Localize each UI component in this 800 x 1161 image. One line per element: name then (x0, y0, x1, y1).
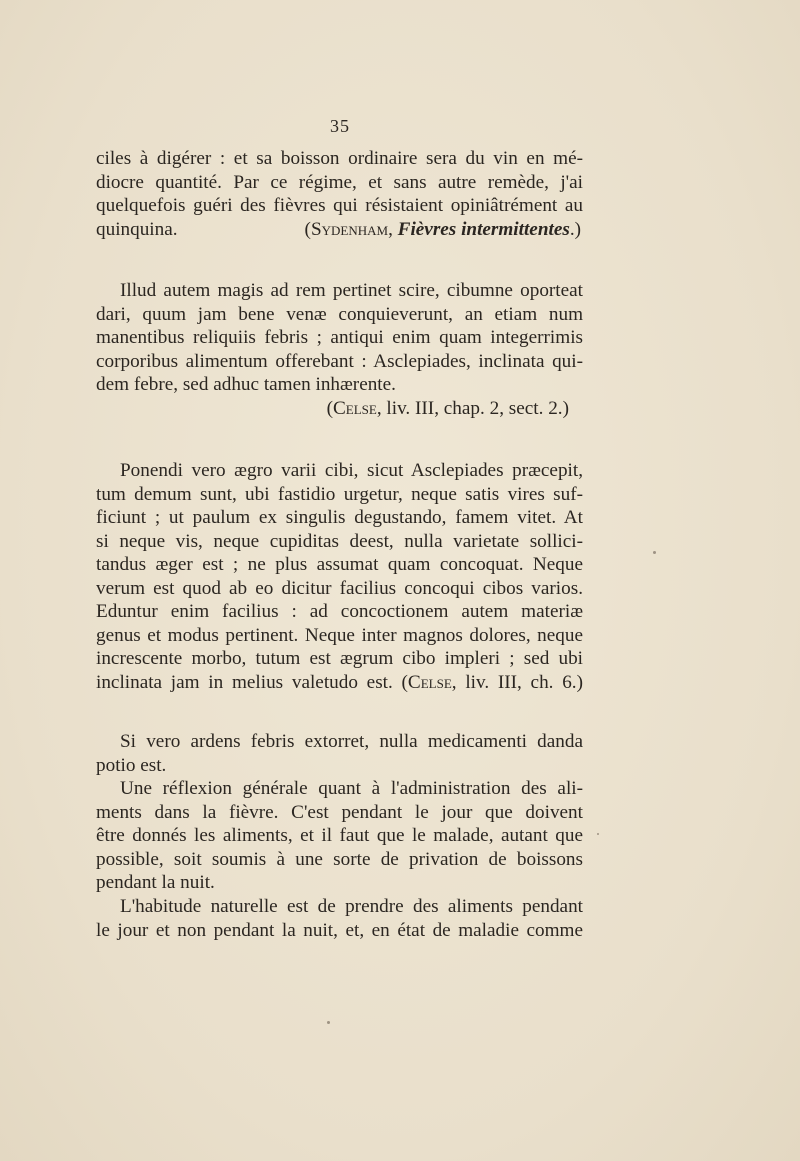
text-line: genus et modus pertinent. Neque inter magnos dolores, neque (96, 624, 583, 646)
paper-speck (597, 833, 599, 835)
text-line: quelquefois guéri des fièvres qui résistaient opiniâtrément au (96, 195, 583, 216)
citation-author: Celse (407, 671, 452, 693)
text-line: Si vero ardens febris extorret, nulla medicamenti danda (120, 731, 583, 752)
text-line: potio est. (96, 754, 167, 776)
text-line: Ponendi vero ægro varii cibi, sicut Asclepiades præcepit, (120, 460, 583, 481)
paper-speck (653, 551, 656, 554)
text-line: Illud autem magis ad rem pertinet scire, cibumne oporteat (120, 280, 583, 301)
text-fragment: quinquina. (96, 218, 178, 240)
paragraph-si-vero (96, 730, 583, 777)
text-line: manentibus reliquiis febris ; antiqui enim quam integerrimis (96, 327, 583, 348)
text-line: si neque vis, neque cupiditas deest, nulla varietate sollici- (96, 530, 583, 552)
text-line: possible, soit soumis à une sorte de privation de boissons (96, 848, 583, 870)
text-line: ficiunt ; ut paulum ex singulis degustando, famem vitet. At (96, 507, 583, 528)
text-line: verum est quod ab eo dicitur facilius concoqui cibos varios. (96, 577, 583, 599)
citation-author: Celse (332, 397, 377, 419)
text-line: Une réflexion générale quant à l'administration des ali- (120, 778, 583, 799)
paragraph-l-habitude (96, 895, 583, 942)
citation: (Sydenham, Fièvres intermittentes.) (304, 218, 581, 240)
paragraph-une-reflexion (96, 777, 583, 895)
text-line: dem febre, sed adhuc tamen inhærente. (96, 374, 396, 395)
text-line: Eduntur enim facilius : ad concoctionem autem materiæ (96, 601, 583, 622)
paragraph-illud-autem (96, 279, 583, 420)
citation-author: Sydenham (310, 218, 389, 240)
text-line: tum demum sunt, ubi fastidio urgetur, neque satis vires suf- (96, 483, 583, 505)
text-line: L'habitude naturelle est de prendre des aliments pendant (120, 896, 583, 917)
citation: (Celse, liv. III, chap. 2, sect. 2.) (326, 397, 569, 419)
text-line: increscente morbo, tutum est ægrum cibo impleri ; sed ubi (96, 648, 583, 669)
text-line: ments dans la fièvre. C'est pendant le jour que doivent (96, 801, 583, 823)
text-line-with-citation (96, 218, 583, 242)
text-line: diocre quantité. Par ce régime, et sans autre remède, j'ai (96, 171, 583, 193)
text-line: ciles à digérer : et sa boisson ordinaire sera du vin en mé- (96, 148, 583, 169)
page-number: 35 (330, 116, 350, 136)
text-line: pendant la nuit. (96, 872, 215, 893)
citation-work: Fièvres intermittentes (397, 218, 570, 240)
text-line: être donnés les aliments, et il faut que le malade, autant que (96, 825, 583, 846)
paragraph-ponendi-vero (96, 459, 583, 694)
text-line: le jour et non pendant la nuit, et, en état de maladie comme (96, 919, 583, 941)
text-line: tandus æger est ; ne plus assumat quam concoquat. Neque (96, 554, 583, 575)
paper-speck (327, 1021, 330, 1024)
text-line: dari, quum jam bene venæ conquieverunt, an etiam num (96, 303, 583, 325)
paragraph-sydenham-quote (96, 147, 583, 241)
text-line: corporibus alimentum offerebant : Asclepiades, inclinata qui- (96, 350, 583, 372)
text-line-with-citation: inclinata jam in melius valetudo est. (Celse, liv. III, ch. 6.) (96, 671, 583, 693)
